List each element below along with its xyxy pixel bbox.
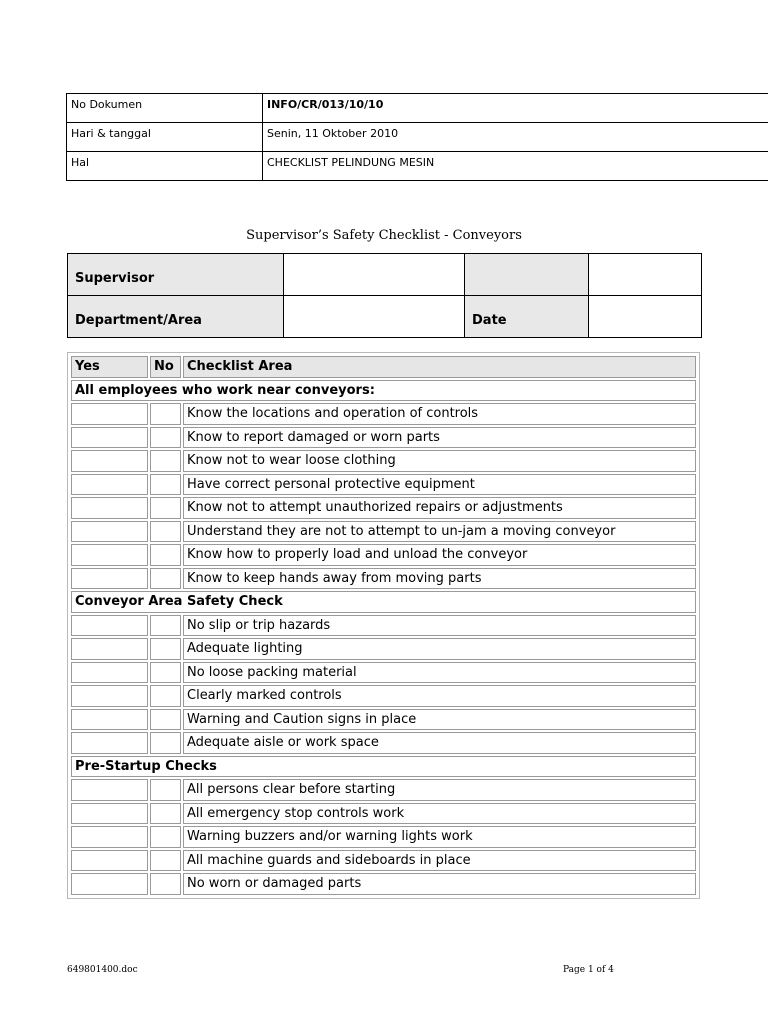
footer-filename: 649801400.doc: [67, 965, 138, 975]
no-column-header: No: [150, 356, 181, 378]
section-title: Pre-Startup Checks: [71, 756, 696, 778]
page-title: Supervisor’s Safety Checklist - Conveyors: [246, 228, 522, 243]
area-column-header: Checklist Area: [183, 356, 696, 378]
supervisor-table: [67, 253, 702, 338]
checklist-item-label: Clearly marked controls: [183, 685, 696, 707]
no-checkbox-cell[interactable]: [150, 474, 181, 496]
supervisor-label: Supervisor: [68, 254, 284, 296]
supervisor-extra-label: [465, 254, 589, 296]
checklist-item-row: [71, 450, 696, 472]
checklist-item-row: [71, 521, 696, 543]
checklist-item-row: [71, 615, 696, 637]
no-checkbox-cell[interactable]: [150, 497, 181, 519]
checklist-item-label: All emergency stop controls work: [183, 803, 696, 825]
checklist-item-row: [71, 826, 696, 848]
checklist-item-label: All machine guards and sideboards in place: [183, 850, 696, 872]
checklist-item-label: Warning and Caution signs in place: [183, 709, 696, 731]
yes-checkbox-cell[interactable]: [71, 685, 148, 707]
checklist-item-row: [71, 803, 696, 825]
checklist-item-row: [71, 497, 696, 519]
yes-checkbox-cell[interactable]: [71, 850, 148, 872]
checklist-item-label: No slip or trip hazards: [183, 615, 696, 637]
no-checkbox-cell[interactable]: [150, 427, 181, 449]
checklist-item-row: [71, 732, 696, 754]
supervisor-field[interactable]: [284, 254, 465, 296]
yes-checkbox-cell[interactable]: [71, 521, 148, 543]
no-checkbox-cell[interactable]: [150, 544, 181, 566]
checklist-item-row: [71, 662, 696, 684]
date-field[interactable]: [589, 296, 702, 338]
checklist-item-row: [71, 638, 696, 660]
no-checkbox-cell[interactable]: [150, 850, 181, 872]
date-label: Date: [465, 296, 589, 338]
checklist-container: [67, 352, 700, 899]
checklist-item-label: No loose packing material: [183, 662, 696, 684]
checklist-section-row: [71, 380, 696, 402]
info-row: [67, 152, 768, 181]
no-checkbox-cell[interactable]: [150, 826, 181, 848]
checklist-item-label: Warning buzzers and/or warning lights work: [183, 826, 696, 848]
checklist-section-row: [71, 756, 696, 778]
yes-checkbox-cell[interactable]: [71, 544, 148, 566]
no-checkbox-cell[interactable]: [150, 568, 181, 590]
yes-checkbox-cell[interactable]: [71, 403, 148, 425]
section-title: Conveyor Area Safety Check: [71, 591, 696, 613]
checklist-item-row: [71, 474, 696, 496]
no-checkbox-cell[interactable]: [150, 662, 181, 684]
yes-checkbox-cell[interactable]: [71, 427, 148, 449]
yes-checkbox-cell[interactable]: [71, 662, 148, 684]
checklist-item-row: [71, 403, 696, 425]
department-field[interactable]: [284, 296, 465, 338]
checklist-item-label: Know not to attempt unauthorized repairs or adjustments: [183, 497, 696, 519]
yes-checkbox-cell[interactable]: [71, 873, 148, 895]
info-label: Hari & tanggal: [67, 123, 263, 152]
no-checkbox-cell[interactable]: [150, 709, 181, 731]
yes-checkbox-cell[interactable]: [71, 732, 148, 754]
yes-column-header: Yes: [71, 356, 148, 378]
checklist-header-row: [71, 356, 696, 378]
yes-checkbox-cell[interactable]: [71, 709, 148, 731]
checklist-item-label: Know how to properly load and unload the conveyor: [183, 544, 696, 566]
no-checkbox-cell[interactable]: [150, 450, 181, 472]
no-checkbox-cell[interactable]: [150, 732, 181, 754]
document-info-table: [66, 93, 768, 181]
info-row: [67, 94, 768, 123]
yes-checkbox-cell[interactable]: [71, 826, 148, 848]
no-checkbox-cell[interactable]: [150, 521, 181, 543]
yes-checkbox-cell[interactable]: [71, 450, 148, 472]
checklist-item-label: All persons clear before starting: [183, 779, 696, 801]
footer-page-number: Page 1 of 4: [563, 965, 614, 975]
no-checkbox-cell[interactable]: [150, 403, 181, 425]
checklist-item-label: No worn or damaged parts: [183, 873, 696, 895]
yes-checkbox-cell[interactable]: [71, 568, 148, 590]
info-value: Senin, 11 Oktober 2010: [263, 123, 768, 152]
checklist-table: [69, 354, 698, 897]
no-checkbox-cell[interactable]: [150, 685, 181, 707]
no-checkbox-cell[interactable]: [150, 779, 181, 801]
yes-checkbox-cell[interactable]: [71, 474, 148, 496]
checklist-section-row: [71, 591, 696, 613]
info-row: [67, 123, 768, 152]
checklist-item-row: [71, 685, 696, 707]
checklist-item-label: Adequate aisle or work space: [183, 732, 696, 754]
supervisor-extra-field[interactable]: [589, 254, 702, 296]
yes-checkbox-cell[interactable]: [71, 615, 148, 637]
checklist-item-label: Adequate lighting: [183, 638, 696, 660]
no-checkbox-cell[interactable]: [150, 803, 181, 825]
yes-checkbox-cell[interactable]: [71, 497, 148, 519]
department-label: Department/Area: [68, 296, 284, 338]
yes-checkbox-cell[interactable]: [71, 779, 148, 801]
checklist-item-row: [71, 779, 696, 801]
checklist-item-row: [71, 568, 696, 590]
checklist-item-label: Have correct personal protective equipment: [183, 474, 696, 496]
no-checkbox-cell[interactable]: [150, 615, 181, 637]
checklist-item-row: [71, 427, 696, 449]
checklist-item-row: [71, 850, 696, 872]
checklist-item-label: Know the locations and operation of controls: [183, 403, 696, 425]
yes-checkbox-cell[interactable]: [71, 803, 148, 825]
checklist-item-row: [71, 709, 696, 731]
checklist-item-row: [71, 544, 696, 566]
info-value: CHECKLIST PELINDUNG MESIN: [263, 152, 768, 181]
yes-checkbox-cell[interactable]: [71, 638, 148, 660]
info-value: INFO/CR/013/10/10: [263, 94, 768, 123]
checklist-item-label: Understand they are not to attempt to un-jam a moving conveyor: [183, 521, 696, 543]
info-label: Hal: [67, 152, 263, 181]
checklist-item-row: [71, 873, 696, 895]
no-checkbox-cell[interactable]: [150, 873, 181, 895]
checklist-item-label: Know not to wear loose clothing: [183, 450, 696, 472]
section-title: All employees who work near conveyors:: [71, 380, 696, 402]
checklist-item-label: Know to keep hands away from moving parts: [183, 568, 696, 590]
checklist-item-label: Know to report damaged or worn parts: [183, 427, 696, 449]
no-checkbox-cell[interactable]: [150, 638, 181, 660]
info-label: No Dokumen: [67, 94, 263, 123]
